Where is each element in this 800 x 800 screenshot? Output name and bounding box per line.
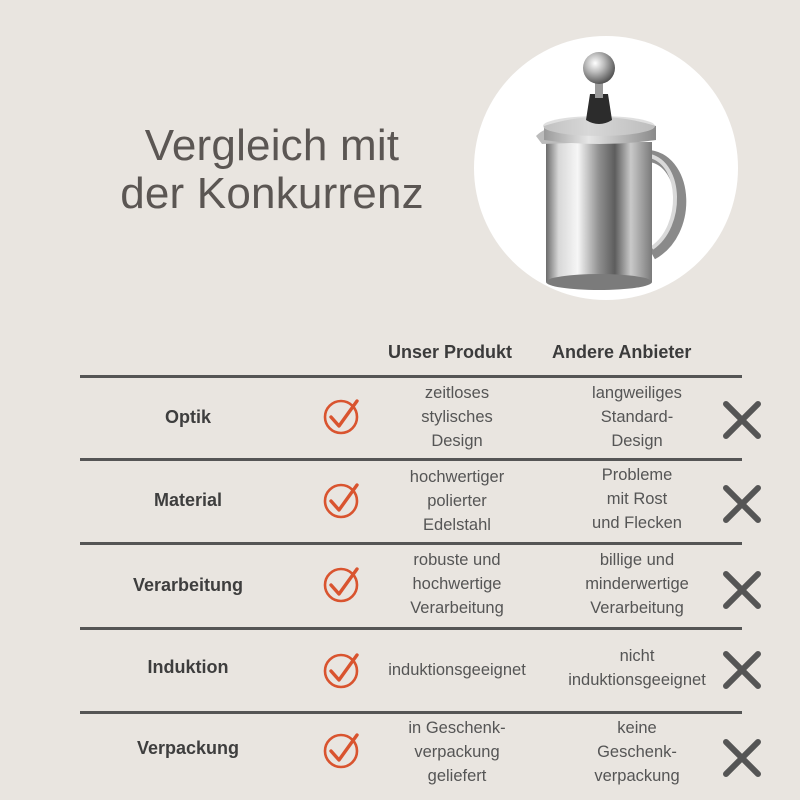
check-circle-icon (322, 396, 362, 436)
page-title (92, 122, 452, 218)
cell-theirs: langweiliges Standard- Design (592, 384, 682, 450)
row-divider (80, 375, 742, 378)
x-mark-icon (720, 398, 764, 442)
row-divider (80, 711, 742, 714)
row-label: Optik (164, 407, 211, 427)
x-mark-icon (720, 648, 764, 692)
row-divider (80, 627, 742, 630)
cell-ours: hochwertiger polierter Edelstahl (409, 468, 505, 534)
cell-theirs: billige und minderwertige Verarbeitung (585, 551, 689, 617)
column-header-theirs: Andere Anbieter (552, 342, 692, 362)
check-circle-icon (322, 730, 362, 770)
column-header-ours: Unser Produkt (388, 342, 513, 362)
cell-ours: induktionsgeeignet (388, 661, 526, 679)
row-label: Verarbeitung (132, 575, 244, 595)
cell-theirs: nicht induktionsgeeignet (568, 647, 706, 689)
title-line-2: der Konkurrenz (120, 169, 424, 218)
x-mark-icon (720, 736, 764, 780)
x-mark-icon (720, 568, 764, 612)
cell-ours: robuste und hochwertige Verarbeitung (410, 551, 504, 617)
row-label: Verpackung (136, 738, 240, 758)
cell-theirs: keine Geschenk- verpackung (594, 719, 680, 785)
title-line-1: Vergleich mit (144, 121, 400, 170)
row-label: Induktion (147, 657, 229, 677)
x-mark-icon (720, 482, 764, 526)
cell-ours: in Geschenk- verpackung geliefert (408, 719, 506, 785)
cell-theirs: Probleme mit Rost und Flecken (592, 466, 682, 532)
check-circle-icon (322, 480, 362, 520)
product-photo (474, 36, 738, 300)
cell-ours: zeitloses stylisches Design (421, 384, 493, 450)
row-label: Material (153, 490, 223, 510)
check-circle-icon (322, 564, 362, 604)
milk-frother-image (474, 36, 738, 300)
row-divider (80, 542, 742, 545)
check-circle-icon (322, 650, 362, 690)
row-divider (80, 458, 742, 461)
